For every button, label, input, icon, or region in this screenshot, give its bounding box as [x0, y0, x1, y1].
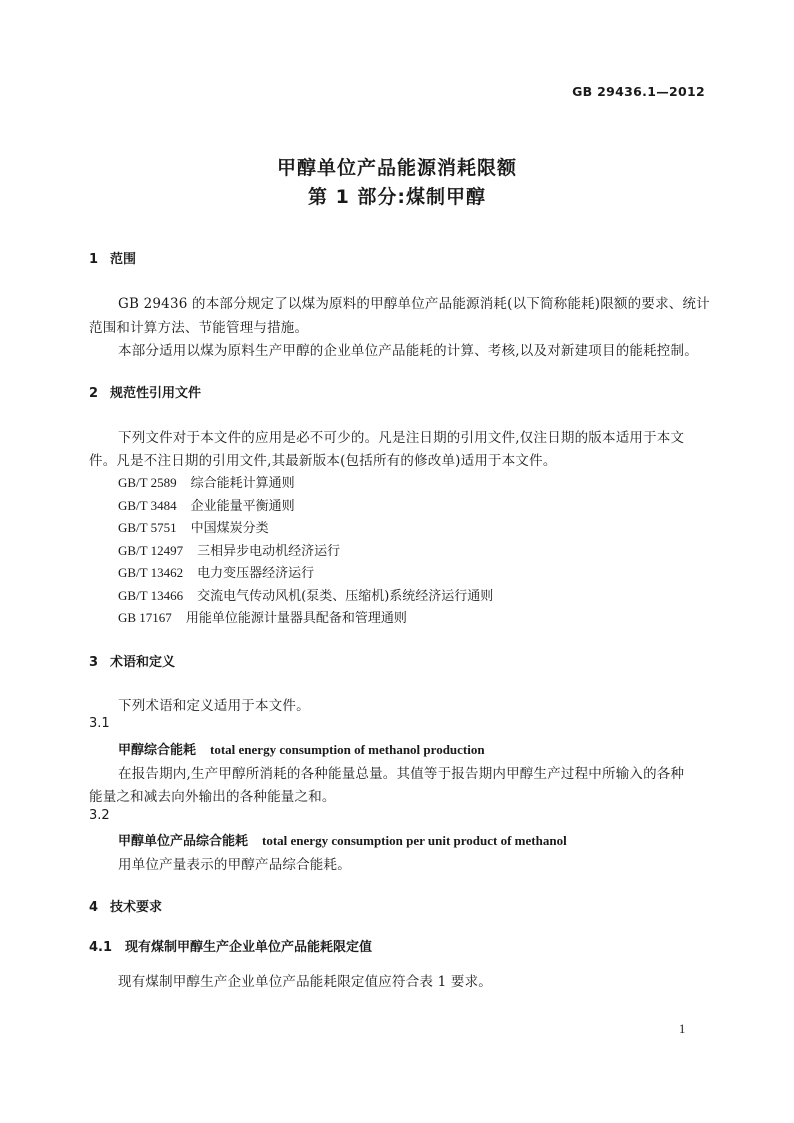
reference-item — [118, 540, 340, 559]
term-entry — [118, 739, 485, 758]
term-chinese: 甲醇单位产品综合能耗 — [118, 834, 249, 849]
reference-item — [118, 562, 314, 581]
paragraph-line: 现有煤制甲醇生产企业单位产品能耗限定值应符合表 1 要求。 — [118, 974, 492, 990]
reference-code: GB/T 13462 — [118, 565, 184, 580]
reference-title: 中国煤炭分类 — [190, 521, 269, 536]
reference-title: 三相异步电动机经济运行 — [197, 544, 341, 559]
term-chinese: 甲醇综合能耗 — [118, 743, 197, 758]
reference-item — [118, 585, 493, 604]
section-title: 术语和定义 — [110, 655, 176, 670]
definition-line: 能量之和减去向外输出的各种能量之和。 — [89, 789, 336, 805]
reference-title: 电力变压器经济运行 — [197, 566, 315, 581]
section-number: 2 — [89, 386, 99, 401]
section-1-heading — [89, 248, 136, 267]
reference-code: GB/T 3484 — [118, 498, 177, 513]
term-number: 3.1 — [89, 716, 110, 731]
section-4-heading — [89, 896, 162, 915]
term-entry — [118, 830, 567, 849]
reference-item — [118, 472, 295, 491]
section-number: 3 — [89, 655, 99, 670]
reference-title: 交流电气传动风机(泵类、压缩机)系统经济运行通则 — [197, 589, 494, 604]
reference-item — [118, 495, 295, 514]
subsection-title: 现有煤制甲醇生产企业单位产品能耗限定值 — [125, 940, 373, 955]
paragraph-line: 本部分适用以煤为原料生产甲醇的企业单位产品能耗的计算、考核,以及对新建项目的能耗控制。 — [118, 343, 698, 359]
paragraph-line: 下列术语和定义适用于本文件。 — [118, 698, 310, 714]
reference-code: GB/T 2589 — [118, 475, 177, 490]
subsection-4-1-heading — [89, 936, 372, 955]
definition-line: 在报告期内,生产甲醇所消耗的各种能量总量。其值等于报告期内甲醇生产过程中所输入的各种 — [118, 766, 685, 782]
section-title: 技术要求 — [110, 900, 163, 915]
subsection-number: 4.1 — [89, 940, 113, 955]
term-english: total energy consumption per unit product of methanol — [262, 833, 567, 848]
section-title: 范围 — [110, 252, 137, 267]
term-english: total energy consumption of methanol production — [210, 742, 485, 757]
reference-title: 用能单位能源计量器具配备和管理通则 — [185, 611, 407, 626]
reference-item — [118, 607, 407, 626]
section-2-heading — [89, 382, 201, 401]
definition-line: 用单位产量表示的甲醇产品综合能耗。 — [118, 857, 351, 873]
paragraph-line: GB 29436 的本部分规定了以煤为原料的甲醇单位产品能源消耗(以下简称能耗)限额的要求、统计 — [118, 296, 710, 312]
paragraph-line: 下列文件对于本文件的应用是必不可少的。凡是注日期的引用文件,仅注日期的版本适用于本文 — [118, 430, 685, 446]
section-title: 规范性引用文件 — [110, 386, 202, 401]
reference-title: 企业能量平衡通则 — [190, 499, 295, 514]
document-title-line1: 甲醇单位产品能源消耗限额 — [276, 157, 517, 179]
section-3-heading — [89, 651, 175, 670]
reference-code: GB/T 12497 — [118, 543, 184, 558]
reference-item — [118, 517, 269, 536]
term-number: 3.2 — [89, 808, 110, 823]
paragraph-line: 件。凡是不注日期的引用文件,其最新版本(包括所有的修改单)适用于本文件。 — [89, 453, 557, 469]
page-number: 1 — [679, 1022, 686, 1036]
section-number: 4 — [89, 900, 99, 915]
reference-title: 综合能耗计算通则 — [190, 476, 295, 491]
reference-code: GB 17167 — [118, 610, 172, 625]
standard-code: GB 29436.1—2012 — [572, 84, 705, 99]
paragraph-line: 范围和计算方法、节能管理与措施。 — [89, 320, 309, 336]
section-number: 1 — [89, 252, 99, 267]
reference-code: GB/T 5751 — [118, 520, 177, 535]
document-title-line2: 第 1 部分:煤制甲醇 — [307, 186, 487, 208]
reference-code: GB/T 13466 — [118, 588, 184, 603]
